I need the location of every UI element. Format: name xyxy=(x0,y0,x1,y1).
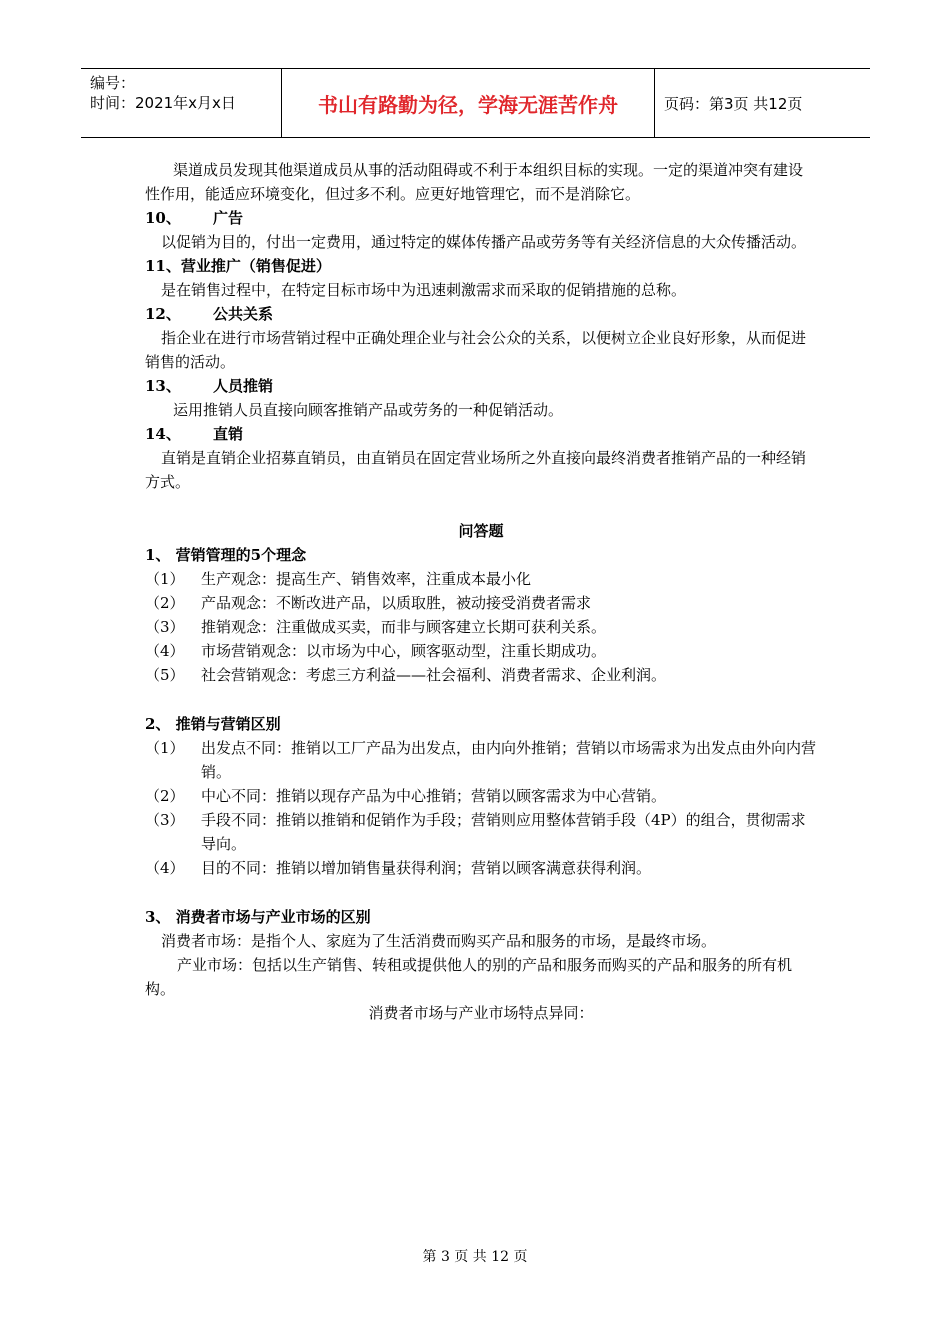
question-1-item-number: （2） xyxy=(145,594,185,612)
paragraph-channel-conflict: 渠道成员发现其他渠道成员从事的活动阻碍或不利于本组织目标的实现。一定的渠道冲突有建设性作用，能适应环境变化，但过多不利。应更好地管理它，而不是消除它。 xyxy=(145,161,804,203)
question-1-item-number: （3） xyxy=(145,618,185,636)
question-1-item xyxy=(145,663,817,687)
question-1-item xyxy=(145,639,817,663)
question-2-item xyxy=(145,736,817,784)
heading-13-number: 13、 xyxy=(145,377,181,395)
header-page-info: 页码：第3页 共12页 xyxy=(664,94,803,113)
question-1-item xyxy=(145,591,817,615)
question-1-item-text: 市场营销观念：以市场为中心，顾客驱动型，注重长期成功。 xyxy=(201,642,607,660)
question-1-item-number: （5） xyxy=(145,666,185,684)
heading-10 xyxy=(145,206,817,230)
question-1-item-text: 推销观念：注重做成买卖，而非与顾客建立长期可获利关系。 xyxy=(201,618,607,636)
header-meta xyxy=(81,69,282,137)
qa-section-title: 问答题 xyxy=(458,522,504,540)
question-2-item-text: 手段不同：推销以推销和促销作为手段；营销则应用整体营销手段（4P）的组合，贯彻需求导向。 xyxy=(201,811,806,853)
document-body xyxy=(145,158,817,1025)
question-3-title: 3、 消费者市场与产业市场的区别 xyxy=(145,908,371,926)
heading-13 xyxy=(145,374,817,398)
question-2-item xyxy=(145,856,817,880)
page-header xyxy=(81,68,870,138)
question-3-comparison-intro: 消费者市场与产业市场特点异同： xyxy=(368,1004,594,1022)
question-2-item-text: 中心不同：推销以现存产品为中心推销；营销以顾客需求为中心营销。 xyxy=(201,787,667,805)
heading-14-number: 14、 xyxy=(145,425,181,443)
question-1-item xyxy=(145,567,817,591)
question-2-item-number: （2） xyxy=(145,787,185,805)
heading-12-title: 公共关系 xyxy=(213,305,274,323)
document-number-label: 编号： xyxy=(90,74,136,92)
heading-12-number: 12、 xyxy=(145,305,181,323)
paragraph-13: 运用推销人员直接向顾客推销产品或劳务的一种促销活动。 xyxy=(173,401,564,419)
question-2-item xyxy=(145,784,817,808)
question-2-item-text: 目的不同：推销以增加销售量获得利润；营销以顾客满意获得利润。 xyxy=(201,859,652,877)
header-motto: 书山有路勤为径，学海无涯苦作舟 xyxy=(282,69,655,137)
question-1-title: 1、 营销管理的5个理念 xyxy=(145,546,307,564)
heading-13-title: 人员推销 xyxy=(213,377,274,395)
heading-10-title: 广告 xyxy=(213,209,244,227)
question-1-list xyxy=(145,567,817,687)
question-2-item-number: （3） xyxy=(145,811,185,829)
heading-12 xyxy=(145,302,817,326)
paragraph-11: 是在销售过程中，在特定目标市场中为迅速刺激需求而采取的促销措施的总称。 xyxy=(161,281,687,299)
question-2-item-text: 出发点不同：推销以工厂产品为出发点，由内向外推销；营销以市场需求为出发点由外向内营销。 xyxy=(201,739,817,781)
paragraph-14: 直销是直销企业招募直销员，由直销员在固定营业场所之外直接向最终消费者推销产品的一种经销方式。 xyxy=(145,449,807,491)
document-date: 时间：2021年x月x日 xyxy=(90,94,236,112)
page-footer: 第 3 页 共 12 页 xyxy=(422,1249,528,1265)
paragraph-10: 以促销为目的，付出一定费用，通过特定的媒体传播产品或劳务等有关经济信息的大众传播活动。 xyxy=(161,233,807,251)
question-1-item-number: （1） xyxy=(145,570,185,588)
heading-14 xyxy=(145,422,817,446)
heading-10-number: 10、 xyxy=(145,209,181,227)
question-2-list xyxy=(145,736,817,880)
question-3-consumer-market: 消费者市场：是指个人、家庭为了生活消费而购买产品和服务的市场，是最终市场。 xyxy=(161,932,717,950)
question-1-item-text: 社会营销观念：考虑三方利益——社会福利、消费者需求、企业利润。 xyxy=(201,666,667,684)
paragraph-12: 指企业在进行市场营销过程中正确处理企业与社会公众的关系，以便树立企业良好形象，从而促进销售的活动。 xyxy=(145,329,807,371)
question-1-item xyxy=(145,615,817,639)
question-1-item-text: 产品观念：不断改进产品，以质取胜，被动接受消费者需求 xyxy=(201,594,592,612)
question-2-title: 2、 推销与营销区别 xyxy=(145,715,281,733)
question-1-item-number: （4） xyxy=(145,642,185,660)
question-2-item-number: （1） xyxy=(145,739,185,757)
question-2-item xyxy=(145,808,817,856)
question-1-item-text: 生产观念：提高生产、销售效率，注重成本最小化 xyxy=(201,570,532,588)
question-3-industrial-market: 产业市场：包括以生产销售、转租或提供他人的别的产品和服务而购买的产品和服务的所有机构。 xyxy=(145,956,793,998)
question-2-item-number: （4） xyxy=(145,859,185,877)
heading-11: 11、营业推广（销售促进） xyxy=(145,257,331,275)
heading-14-title: 直销 xyxy=(213,425,244,443)
